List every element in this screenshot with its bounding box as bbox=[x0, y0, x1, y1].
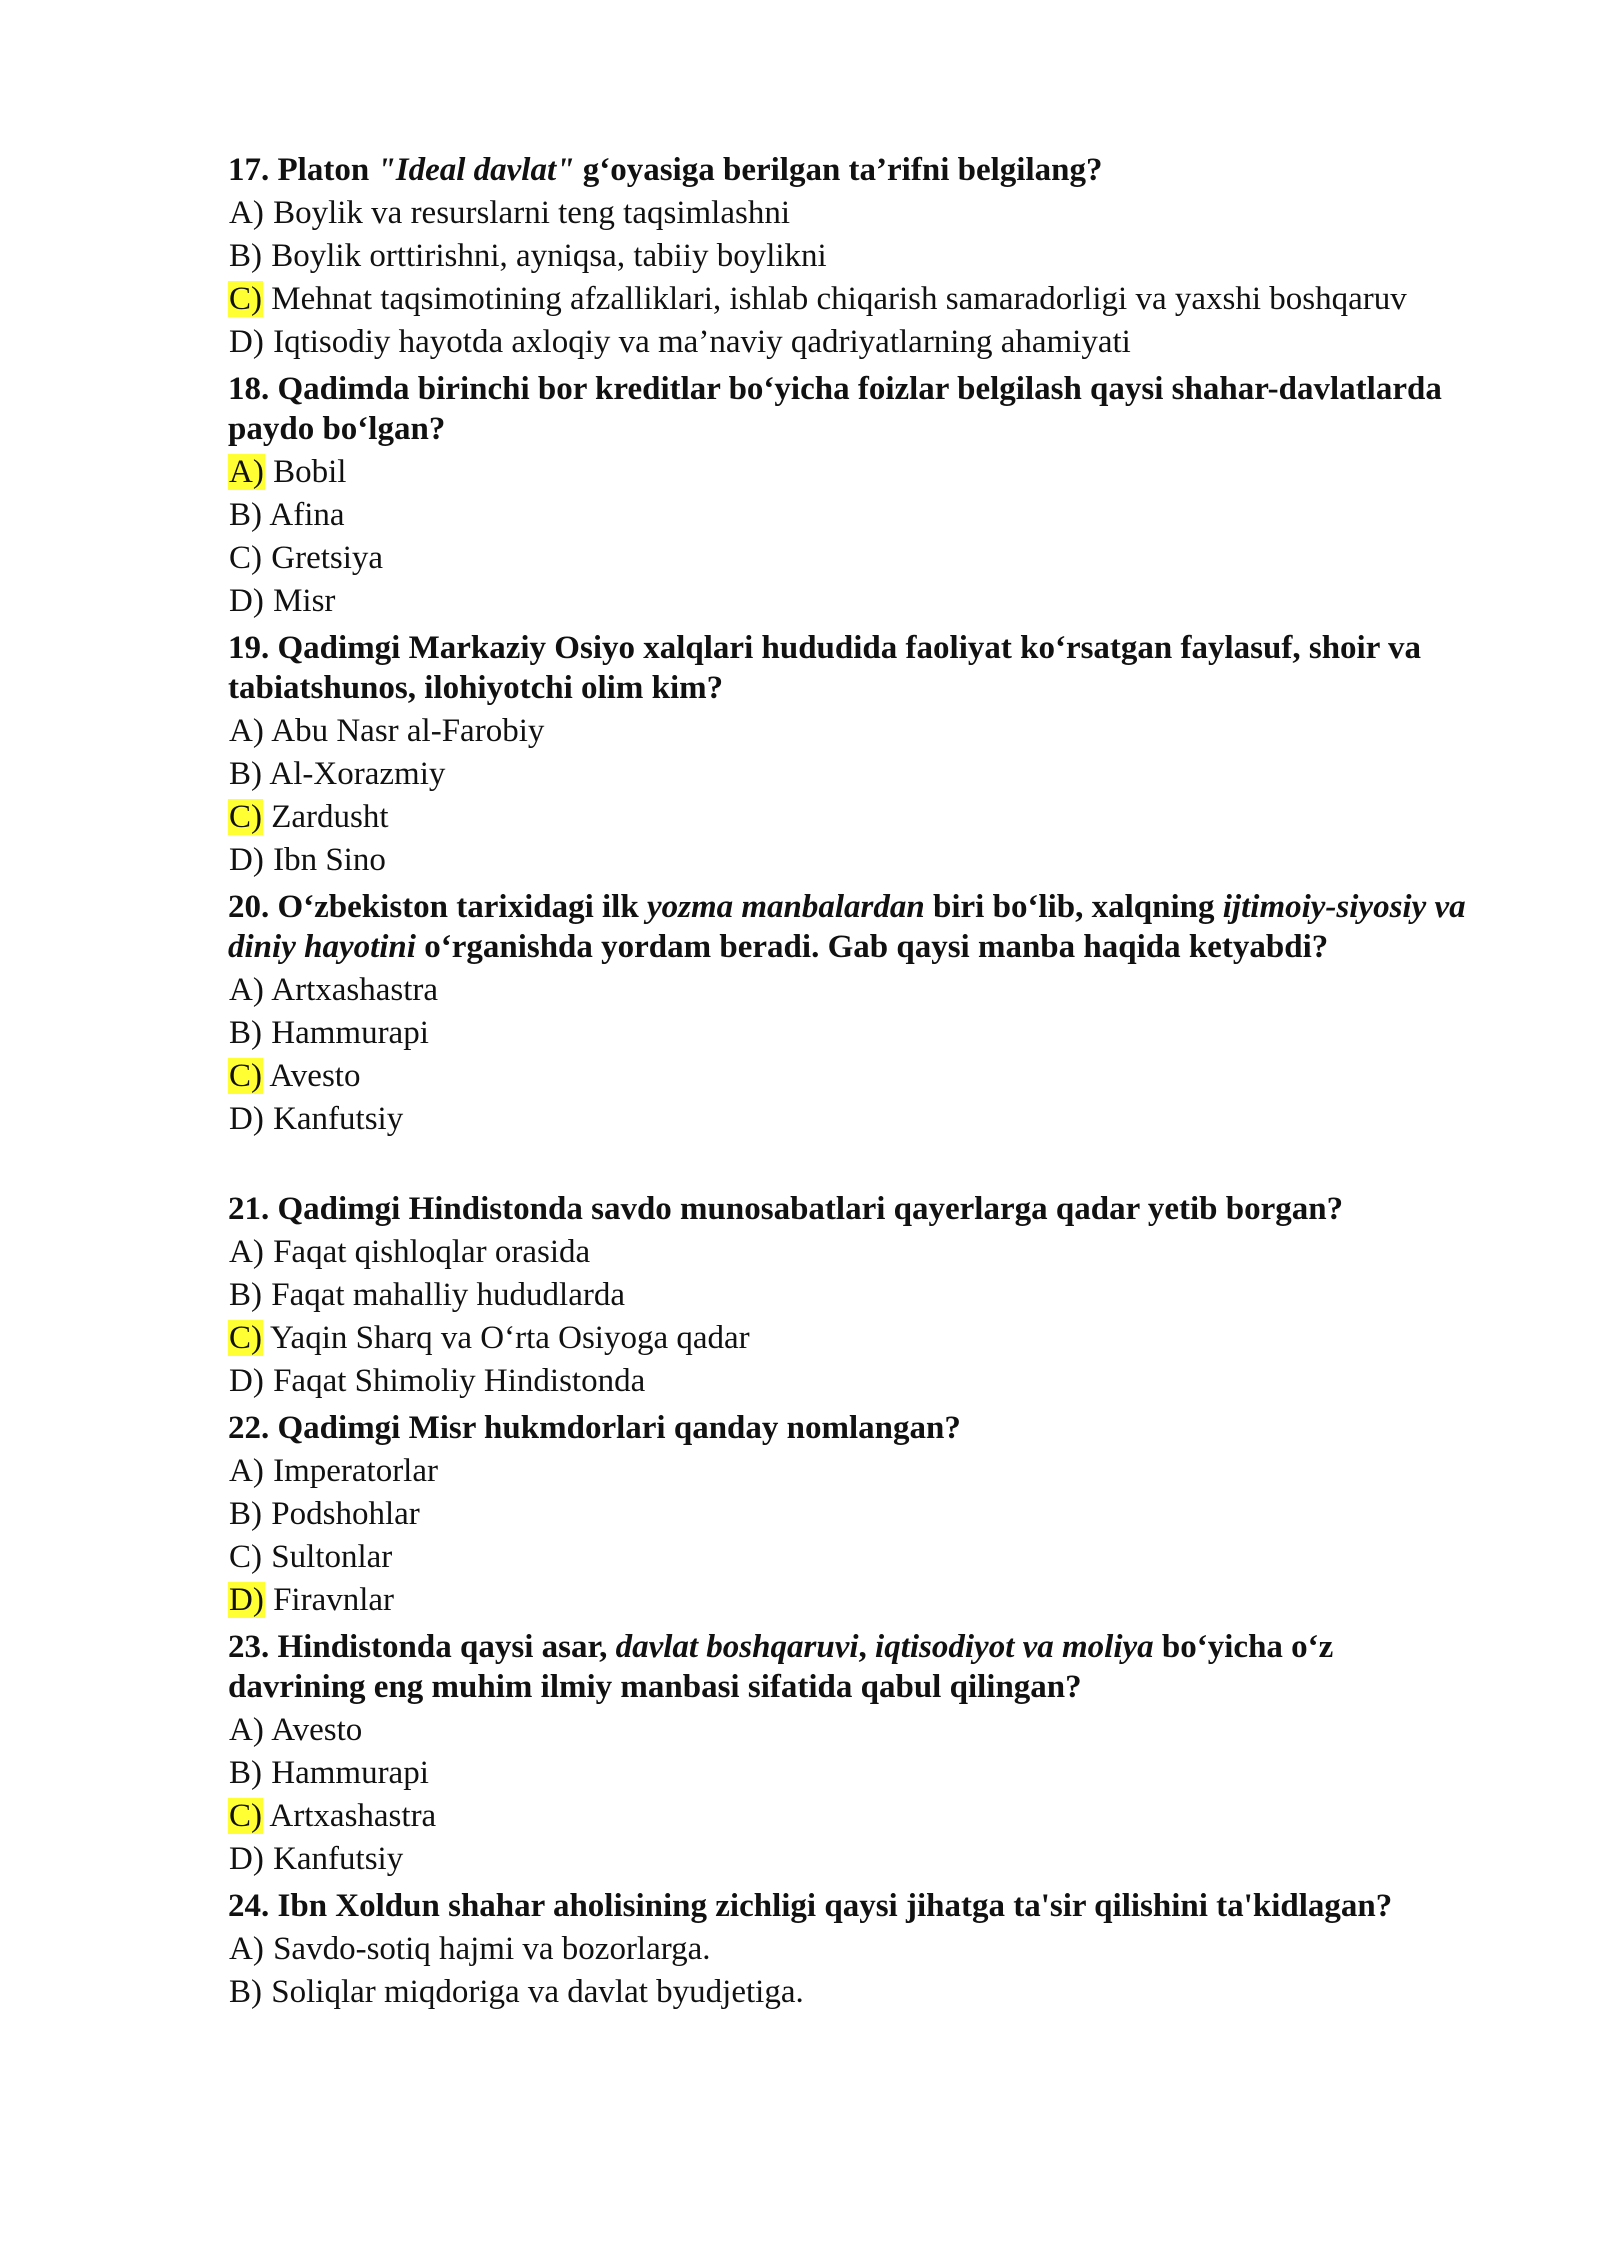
question-title bbox=[228, 369, 1478, 449]
highlighted-option-letter: D) bbox=[229, 1582, 264, 1618]
option-text: Faqat mahalliy hududlarda bbox=[263, 1277, 625, 1313]
answer-option bbox=[228, 839, 1478, 882]
option-text: Firavnlar bbox=[264, 1582, 395, 1618]
highlighted-option-letter: C) bbox=[229, 1320, 262, 1356]
answer-option bbox=[228, 192, 1478, 235]
option-text: Bobil bbox=[264, 454, 347, 490]
answer-option bbox=[228, 1795, 1478, 1838]
question-title-italic: ijtimoiy-siyosiy va diniy hayotini bbox=[228, 889, 1466, 965]
question-title bbox=[228, 150, 1478, 190]
highlighted-option-letter: C) bbox=[229, 1058, 262, 1094]
option-text: Abu Nasr al-Farobiy bbox=[264, 713, 545, 749]
option-text: Ibn Sino bbox=[264, 842, 386, 878]
option-text: Sultonlar bbox=[263, 1539, 393, 1575]
option-text: Hammurapi bbox=[263, 1755, 429, 1791]
option-text: Al-Xorazmiy bbox=[263, 756, 446, 792]
answer-option bbox=[228, 1493, 1478, 1536]
answer-option bbox=[228, 494, 1478, 537]
option-list bbox=[228, 1928, 1478, 2014]
option-text: Podshohlar bbox=[263, 1496, 420, 1532]
option-text: Mehnat taqsimotining afzalliklari, ishlab chiqarish samaradorligi va yaxshi boshqaruv bbox=[263, 281, 1407, 317]
question-title-text: 21. Qadimgi Hindistonda savdo munosabatlari qayerlarga qadar yetib borgan? bbox=[228, 1191, 1344, 1227]
option-text: Gretsiya bbox=[263, 540, 384, 576]
highlighted-option-letter: C) bbox=[229, 799, 262, 835]
question-title-text: 19. Qadimgi Markaziy Osiyo xalqlari hududida faoliyat ko‘rsatgan faylasuf, shoir va tabiatshunos, ilohiyotchi olim kim? bbox=[228, 630, 1422, 706]
question-title-text: o‘rganishda yordam beradi. Gab qaysi manba haqida ketyabdi? bbox=[415, 929, 1329, 965]
question-block bbox=[228, 1627, 1478, 1881]
option-text: Savdo-sotiq hajmi va bozorlarga. bbox=[264, 1931, 711, 1967]
option-text: Yaqin Sharq va O‘rta Osiyoga qadar bbox=[263, 1320, 750, 1356]
question-title-text: 24. Ibn Xoldun shahar aholisining zichligi qaysi jihatga ta'sir qilishini ta'kidlagan? bbox=[228, 1888, 1393, 1924]
option-letter: A) bbox=[229, 195, 264, 231]
option-letter: B) bbox=[229, 1277, 262, 1313]
answer-option bbox=[228, 1709, 1478, 1752]
question-title-text: 18. Qadimda birinchi bor kreditlar bo‘yicha foizlar belgilash qaysi shahar-davlatlarda paydo bo‘lgan? bbox=[228, 371, 1442, 447]
highlighted-option-letter: A) bbox=[229, 454, 264, 490]
option-list bbox=[228, 1231, 1478, 1403]
option-letter: D) bbox=[229, 583, 264, 619]
question-title-text: 23. Hindistonda qaysi asar, bbox=[228, 1629, 616, 1665]
option-list bbox=[228, 969, 1478, 1141]
option-letter: B) bbox=[229, 1496, 262, 1532]
answer-option bbox=[228, 235, 1478, 278]
answer-option bbox=[228, 1928, 1478, 1971]
answer-option bbox=[228, 451, 1478, 494]
option-letter: D) bbox=[229, 842, 264, 878]
option-text: Boylik va resurslarni teng taqsimlashni bbox=[264, 195, 790, 231]
answer-option bbox=[228, 278, 1478, 321]
answer-option bbox=[228, 1752, 1478, 1795]
question-block bbox=[228, 1189, 1478, 1403]
answer-option bbox=[228, 1055, 1478, 1098]
option-text: Faqat Shimoliy Hindistonda bbox=[264, 1363, 646, 1399]
option-text: Faqat qishloqlar orasida bbox=[264, 1234, 591, 1270]
option-text: Avesto bbox=[263, 1058, 361, 1094]
answer-option bbox=[228, 1579, 1478, 1622]
question-title bbox=[228, 1627, 1478, 1707]
option-text: Boylik orttirishni, ayniqsa, tabiiy boylikni bbox=[263, 238, 827, 274]
option-letter: C) bbox=[229, 1539, 262, 1575]
question-title-italic: davlat boshqaruvi bbox=[615, 1629, 859, 1665]
question-block bbox=[228, 628, 1478, 882]
option-letter: A) bbox=[229, 1712, 264, 1748]
answer-option bbox=[228, 1838, 1478, 1881]
answer-option bbox=[228, 1360, 1478, 1403]
question-block bbox=[228, 1408, 1478, 1622]
answer-option bbox=[228, 1012, 1478, 1055]
answer-option bbox=[228, 1971, 1478, 2014]
answer-option bbox=[228, 1536, 1478, 1579]
option-text: Afina bbox=[263, 497, 345, 533]
option-text: Iqtisodiy hayotda axloqiy va ma’naviy qadriyatlarning ahamiyati bbox=[264, 324, 1131, 360]
option-letter: A) bbox=[229, 1453, 264, 1489]
answer-option bbox=[228, 710, 1478, 753]
option-letter: D) bbox=[229, 1101, 264, 1137]
option-letter: B) bbox=[229, 1974, 262, 2010]
option-text: Kanfutsiy bbox=[264, 1101, 404, 1137]
option-text: Hammurapi bbox=[263, 1015, 429, 1051]
question-title-text: 22. Qadimgi Misr hukmdorlari qanday nomlangan? bbox=[228, 1410, 961, 1446]
answer-option bbox=[228, 1098, 1478, 1141]
option-letter: A) bbox=[229, 1234, 264, 1270]
question-title-text: biri bo‘lib, xalqning bbox=[924, 889, 1223, 925]
question-title bbox=[228, 887, 1478, 967]
option-text: Artxashastra bbox=[263, 1798, 437, 1834]
option-text: Soliqlar miqdoriga va davlat byudjetiga. bbox=[263, 1974, 804, 2010]
answer-option bbox=[228, 1274, 1478, 1317]
option-letter: A) bbox=[229, 1931, 264, 1967]
option-letter: D) bbox=[229, 324, 264, 360]
option-list bbox=[228, 192, 1478, 364]
question-block bbox=[228, 887, 1478, 1141]
option-list bbox=[228, 1450, 1478, 1622]
answer-option bbox=[228, 1231, 1478, 1274]
option-text: Zardusht bbox=[263, 799, 389, 835]
answer-option bbox=[228, 1317, 1478, 1360]
option-text: Misr bbox=[264, 583, 336, 619]
option-letter: A) bbox=[229, 972, 264, 1008]
option-text: Avesto bbox=[264, 1712, 363, 1748]
option-letter: D) bbox=[229, 1363, 264, 1399]
question-title-text: g‘oyasiga berilgan ta’rifni belgilang? bbox=[574, 152, 1103, 188]
option-letter: B) bbox=[229, 1755, 262, 1791]
option-list bbox=[228, 451, 1478, 623]
option-letter: B) bbox=[229, 1015, 262, 1051]
highlighted-option-letter: C) bbox=[229, 1798, 262, 1834]
option-list bbox=[228, 710, 1478, 882]
question-title-italic: "Ideal davlat" bbox=[377, 152, 575, 188]
answer-option bbox=[228, 969, 1478, 1012]
question-title-italic: yozma manbalardan bbox=[646, 889, 925, 925]
option-letter: B) bbox=[229, 238, 262, 274]
option-list bbox=[228, 1709, 1478, 1881]
answer-option bbox=[228, 537, 1478, 580]
question-block bbox=[228, 1886, 1478, 2014]
highlighted-option-letter: C) bbox=[229, 281, 262, 317]
answer-option bbox=[228, 796, 1478, 839]
answer-option bbox=[228, 1450, 1478, 1493]
option-text: Kanfutsiy bbox=[264, 1841, 404, 1877]
question-title bbox=[228, 628, 1478, 708]
option-letter: B) bbox=[229, 756, 262, 792]
option-text: Imperatorlar bbox=[264, 1453, 438, 1489]
question-title-text: , bbox=[858, 1629, 876, 1665]
question-title bbox=[228, 1189, 1478, 1229]
question-title bbox=[228, 1886, 1478, 1926]
question-block bbox=[228, 150, 1478, 364]
option-letter: B) bbox=[229, 497, 262, 533]
answer-option bbox=[228, 321, 1478, 364]
question-list bbox=[228, 150, 1478, 2014]
question-title bbox=[228, 1408, 1478, 1448]
question-block bbox=[228, 369, 1478, 623]
option-letter: D) bbox=[229, 1841, 264, 1877]
question-title-text: 20. O‘zbekiston tarixidagi ilk bbox=[228, 889, 647, 925]
option-letter: A) bbox=[229, 713, 264, 749]
answer-option bbox=[228, 753, 1478, 796]
option-letter: C) bbox=[229, 540, 262, 576]
answer-option bbox=[228, 580, 1478, 623]
question-title-text: bo‘yicha o‘z davrining eng muhim ilmiy manbasi sifatida qabul qilingan? bbox=[228, 1629, 1334, 1705]
question-title-text: 17. Platon bbox=[228, 152, 378, 188]
document-page bbox=[228, 150, 1478, 2019]
question-title-italic: iqtisodiyot va moliya bbox=[875, 1629, 1154, 1665]
option-text: Artxashastra bbox=[264, 972, 439, 1008]
